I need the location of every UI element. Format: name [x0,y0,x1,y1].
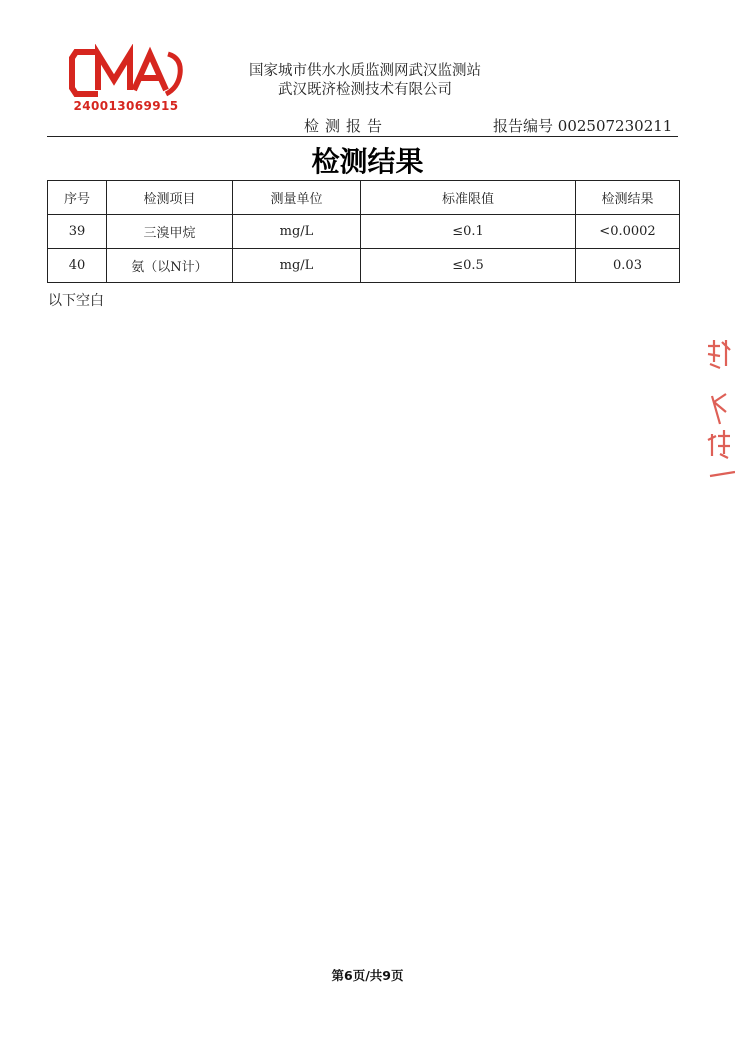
table-row [48,215,680,249]
cell-no: 40 [48,249,107,283]
col-header-no: 序号 [48,181,107,215]
org-name-line1: 国家城市供水水质监测网武汉监测站 [249,63,481,79]
report-number-label: 报告编号 [493,117,554,135]
cell-limit: ≤0.5 [361,249,576,283]
cell-unit: mg/L [233,249,361,283]
seal-stamp [700,336,735,481]
cell-result: <0.0002 [576,215,680,249]
table-row [48,249,680,283]
cma-logo-m [98,54,130,90]
cma-logo-a [134,54,166,90]
results-table [47,180,680,283]
page-title: 检测结果 [311,145,424,178]
report-number [493,115,672,136]
cell-item: 氨（以N计） [107,249,233,283]
col-header-limit: 标准限值 [361,181,576,215]
header-rule [47,136,678,137]
cell-no: 39 [48,215,107,249]
cell-unit: mg/L [233,215,361,249]
cma-number: 240013069915 [73,99,179,113]
cma-logo-bracket [72,52,98,94]
col-header-unit: 测量单位 [233,181,361,215]
org-name-line2: 武汉既济检测技术有限公司 [278,82,452,98]
cell-result: 0.03 [576,249,680,283]
blank-below-note: 以下空白 [48,293,104,309]
col-header-result: 检测结果 [576,181,680,215]
doc-type: 检测报告 [304,117,389,135]
table-header-row [48,181,680,215]
col-header-item: 检测项目 [107,181,233,215]
page-footer: 第6页/共9页 [331,968,404,983]
cell-limit: ≤0.1 [361,215,576,249]
report-number-value: 002507230211 [557,117,673,135]
cell-item: 三溴甲烷 [107,215,233,249]
